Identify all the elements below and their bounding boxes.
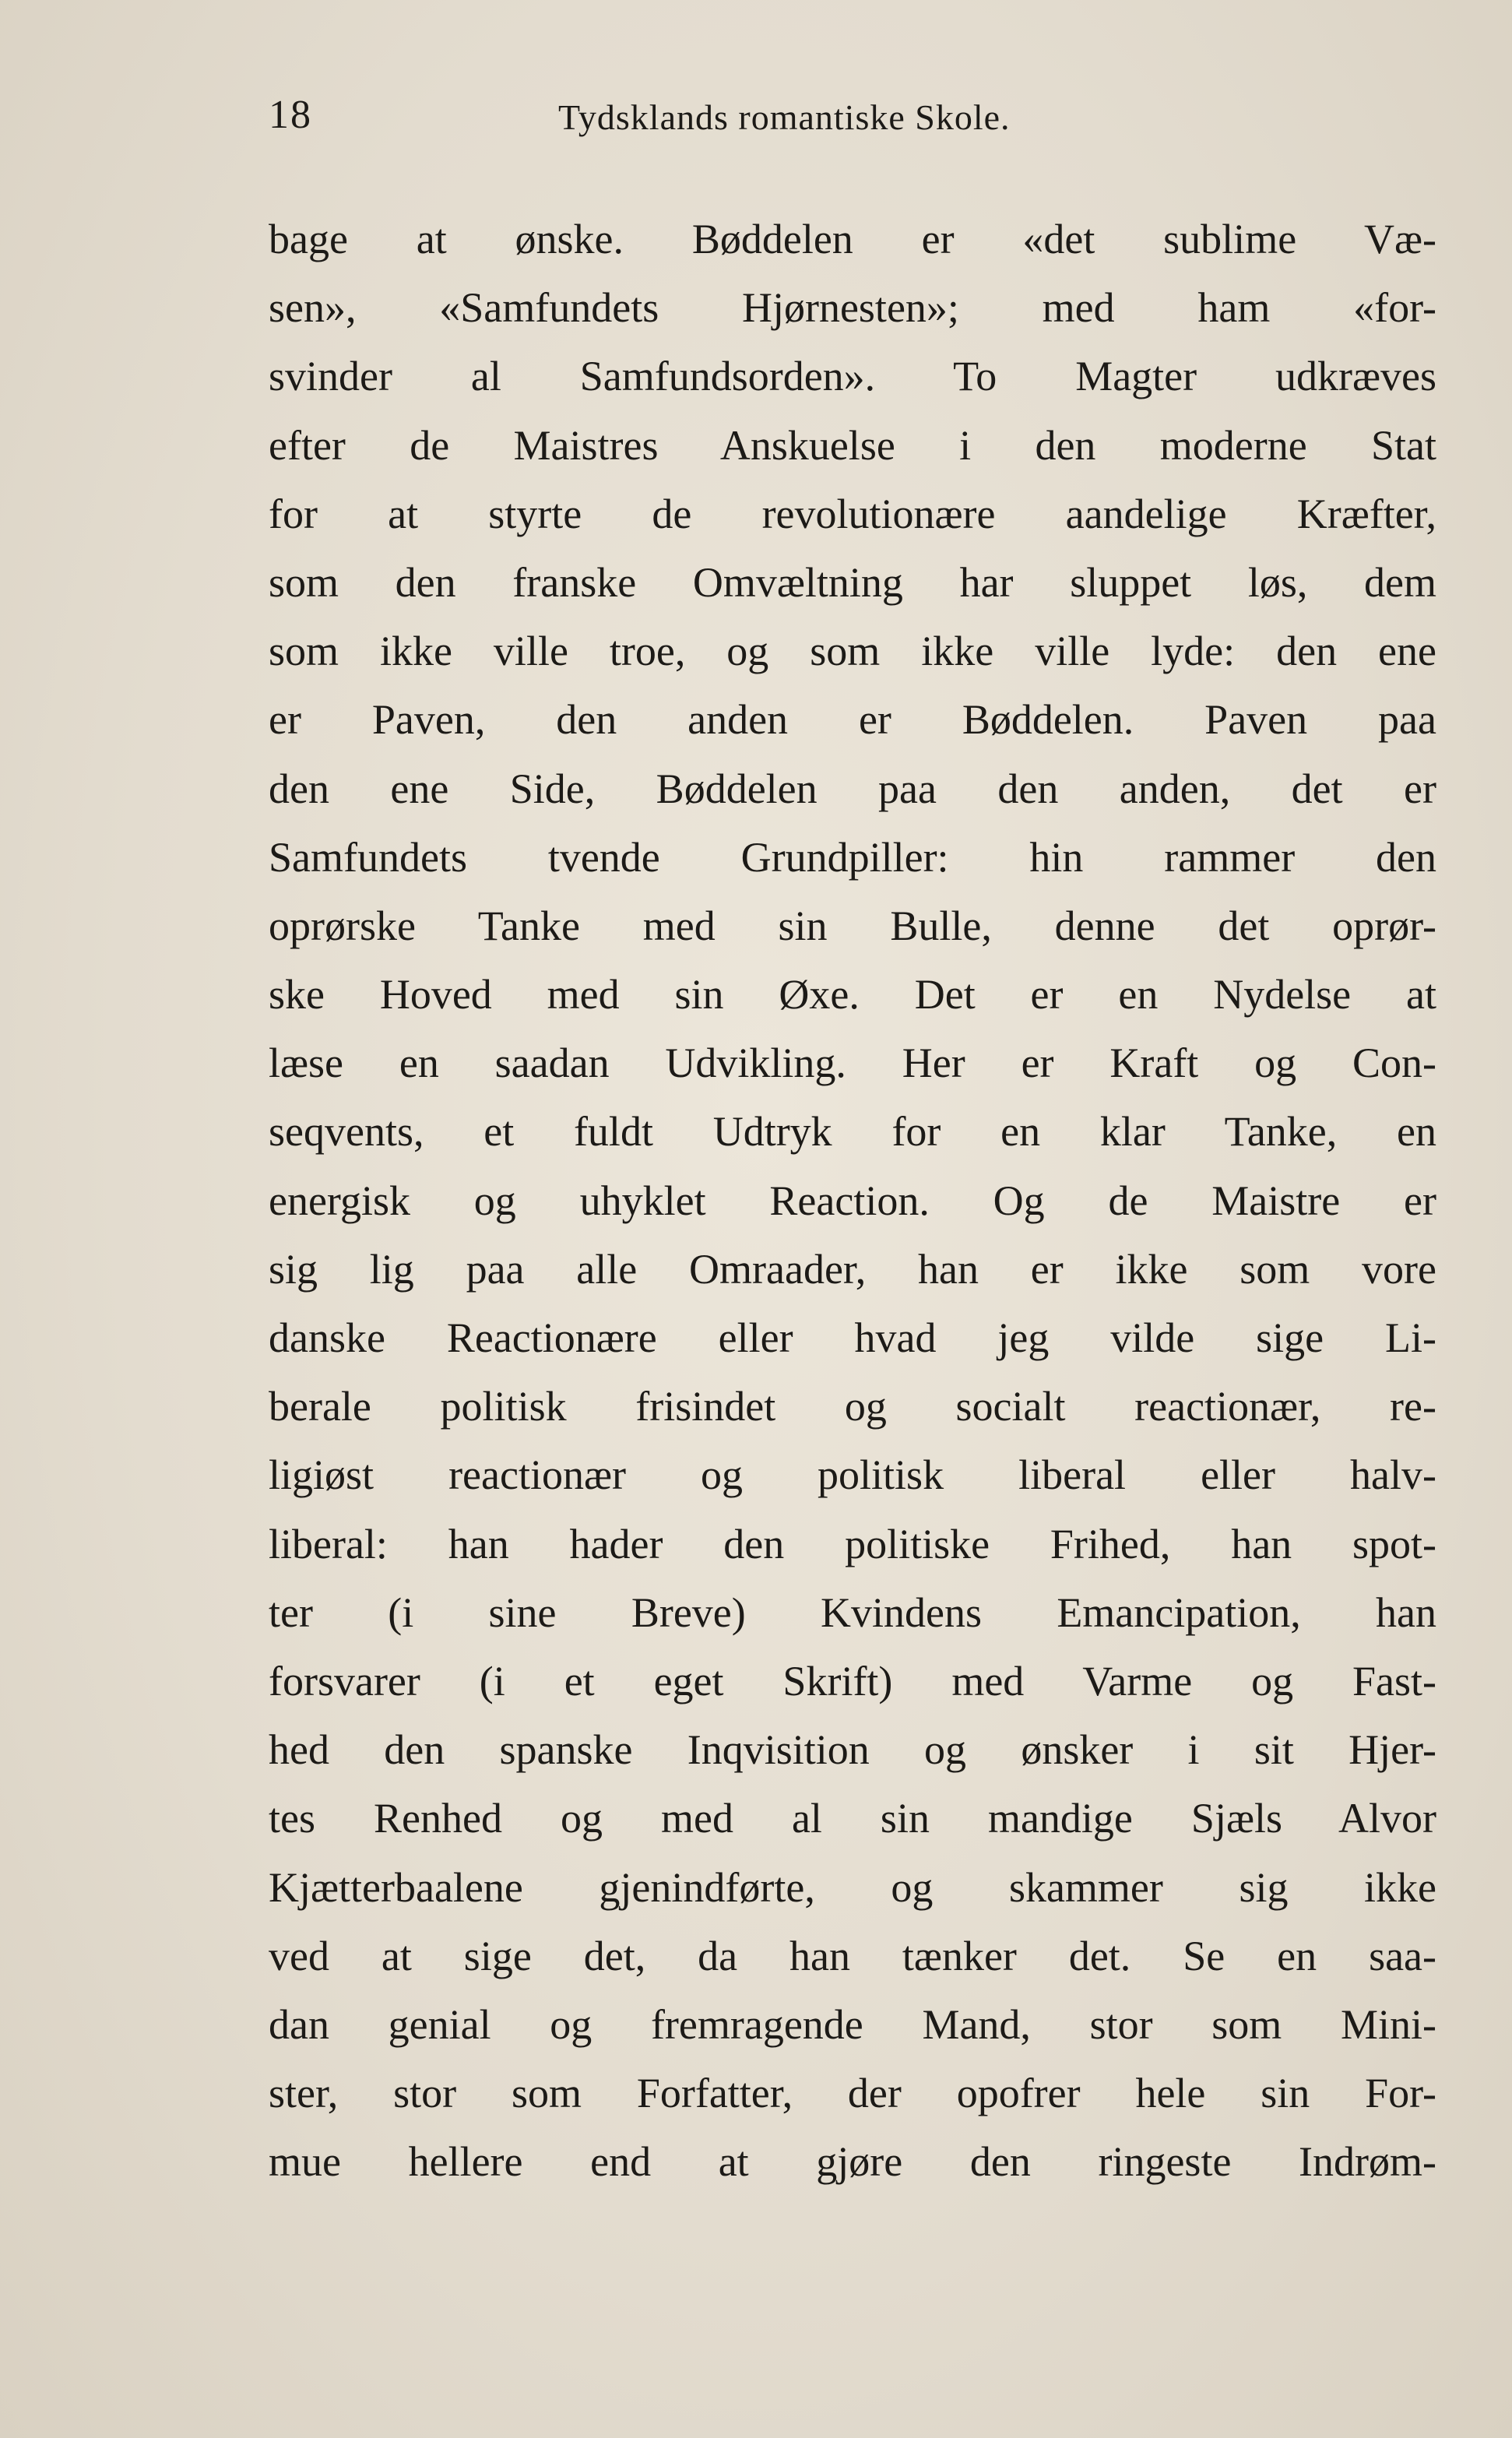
text-line: svinder al Samfundsorden». To Magter udkræves	[269, 353, 1436, 400]
text-line: mue hellere end at gjøre den ringeste Indrøm-	[269, 2138, 1436, 2186]
text-line: tes Renhed og med al sin mandige Sjæls Alvor	[269, 1795, 1436, 1842]
text-line: som den franske Omvæltning har sluppet løs, dem	[269, 558, 1436, 606]
text-line: berale politisk frisindet og socialt reactionær, re-	[269, 1383, 1436, 1430]
text-line: oprørske Tanke med sin Bulle, denne det oprør-	[269, 902, 1436, 949]
text-line: ster, stor som Forfatter, der opofrer hele sin For-	[269, 2070, 1436, 2117]
text-line: danske Reactionære eller hvad jeg vilde sige Li-	[269, 1314, 1436, 1361]
body-text	[269, 205, 1436, 2196]
text-line: for at styrte de revolutionære aandelige Kræfter,	[269, 490, 1436, 537]
text-line: bage at ønske. Bøddelen er «det sublime Væ-	[269, 216, 1436, 262]
text-line: Samfundets tvende Grundpiller: hin rammer den	[269, 833, 1436, 881]
text-line: hed den spanske Inqvisition og ønsker i sit Hjer-	[269, 1726, 1436, 1774]
text-line: ter (i sine Breve) Kvindens Emancipation, han	[269, 1588, 1436, 1636]
running-title: Tydsklands romantiske Skole.	[558, 97, 1011, 137]
text-line: læse en saadan Udvikling. Her er Kraft og Con-	[269, 1040, 1436, 1087]
text-line: sig lig paa alle Omraader, han er ikke som vore	[269, 1245, 1436, 1293]
text-line: ske Hoved med sin Øxe. Det er en Nydelse at	[269, 971, 1436, 1018]
text-line: seqvents, et fuldt Udtryk for en klar Tanke, en	[269, 1108, 1436, 1156]
text-line: liberal: han hader den politiske Frihed, han spot-	[269, 1520, 1436, 1567]
text-line: dan genial og fremragende Mand, stor som Mini-	[269, 2000, 1436, 2048]
page-header	[269, 92, 1436, 154]
text-line: efter de Maistres Anskuelse i den moderne Stat	[269, 421, 1436, 469]
text-line: energisk og uhyklet Reaction. Og de Maistre er	[269, 1177, 1436, 1224]
text-line: ligiøst reactionær og politisk liberal eller halv-	[269, 1451, 1436, 1499]
text-line: den ene Side, Bøddelen paa den anden, det er	[269, 765, 1436, 812]
text-line: er Paven, den anden er Bøddelen. Paven paa	[269, 696, 1436, 744]
text-line: ved at sige det, da han tænker det. Se en saa-	[269, 1932, 1436, 1979]
page-number: 18	[269, 93, 312, 137]
text-line: som ikke ville troe, og som ikke ville lyde: den ene	[269, 628, 1436, 675]
text-line: forsvarer (i et eget Skrift) med Varme og Fast-	[269, 1657, 1436, 1704]
text-line: Kjætterbaalene gjenindførte, og skammer sig ikke	[269, 1863, 1436, 1911]
text-line: sen», «Samfundets Hjørnesten»; med ham «for-	[269, 284, 1436, 332]
